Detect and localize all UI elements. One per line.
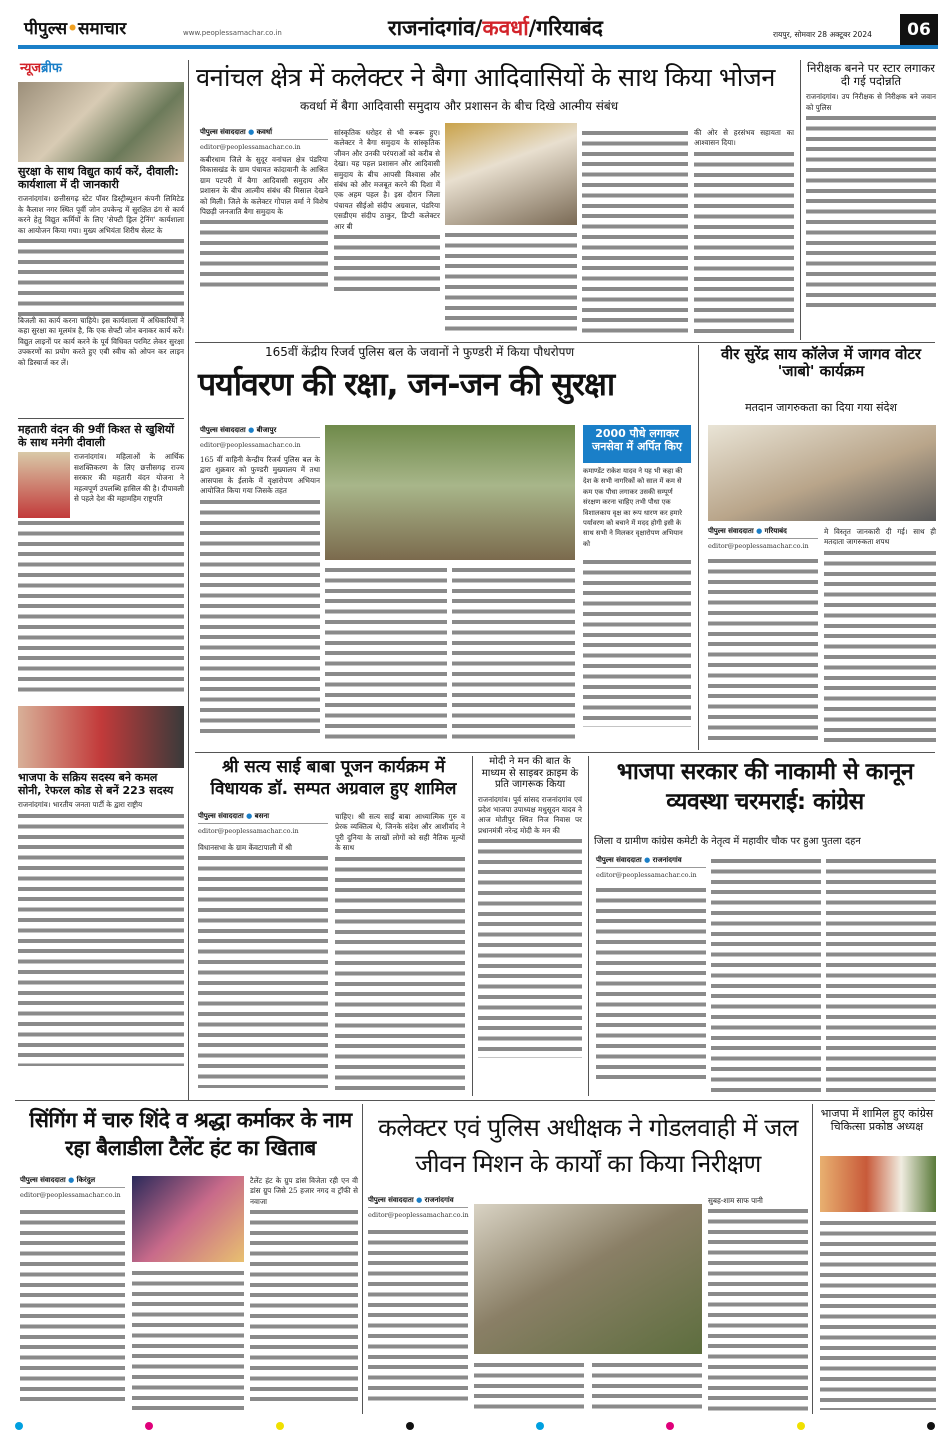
dot-icon: ●: [68, 1176, 75, 1184]
college-headline: वीर सुरेंद्र साय कॉलेज में जागव वोटर 'जाबो' कार्यक्रम: [720, 345, 922, 381]
body-text-end: बिजली का कार्य करना चाहिये। इस कार्यशाला में अधिकारियों ने कहा सुरक्षा का मूलमंत्र है, कि एक सेफ्टी जोन बनाकर कार्य करें। विद्युत लाइनों पर कार्य करने के पूर्व विधिवत परमिट लेकर सुरक्षा उपकरणों का प्रयोग करते हुए एबी स्वीच को ओपन कर लाइन को डिस्चार्ज कर लें।: [18, 315, 184, 367]
logo-text: पीपुल्स: [24, 19, 68, 39]
body-text: [368, 1227, 468, 1405]
body-text-continued: [200, 497, 320, 737]
divider: [18, 418, 184, 419]
dot-icon: ●: [248, 128, 255, 136]
congress-subheadline: जिला व ग्रामीण कांग्रेस कमेटी के नेतृत्व में महावीर चौक पर हुआ पुतला दहन: [594, 836, 861, 847]
body-text-continued: [824, 548, 936, 743]
site-url[interactable]: www.peoplessamachar.co.in: [183, 29, 282, 37]
reporter: पीपुल्स संवाददाता: [200, 426, 246, 434]
headline: सुरक्षा के साथ विद्युत कार्य करें, दीवाली: कार्यशाला में दी जानकारी: [18, 165, 179, 191]
lead-col-3b: [582, 128, 688, 335]
body-text: कमाण्डेंट राकेश यादव ने यह भी कहा की देश के सभी नागरिकों को साल में कम से कम एक पौधा लगाकर उसकी सम्पूर्ण संरक्षण करना चाहिए तभी पौधा एक विशालकाय वृक्ष का रूप धारण कर हमारे पर्यावरण को बचाने में मदद होगी इसी के साथ सभी ने मिलकर वृक्षारोपण अभियान को: [583, 467, 683, 548]
headline: निरीक्षक बनने पर स्टार लगाकर दी गई पदोन्नति: [806, 61, 936, 89]
jal-col-3: [592, 1360, 702, 1412]
crpf-col-3: [452, 565, 575, 745]
crpf-byline: [200, 426, 320, 737]
body-text: राजनांदगांव। छत्तीसगढ़ स्टेट पॉवर डिस्ट्रीब्यूशन कंपनी लिमिटेड के कैलाश नगर स्थित पूर्वी जोन उपकेन्द्र में सुरक्षित ढंग से कार्य करने हेतु विद्युत कर्मियों के लिए 'सेफ्टी ड्रिल ट्रेनिंग' कार्यशाला का आयोजन किया गया। मुख्य अभियंता शिरीष सेलट के: [18, 194, 184, 235]
reporter: पीपुल्स संवाददाता: [200, 128, 246, 136]
edition-part: /गरियाबंद: [528, 16, 603, 40]
body-text-continued: [478, 836, 582, 1058]
headline: भाजपा के सक्रिय सदस्य बने कमल सोनी, रेफरल कोड से बनें 223 सदस्य: [18, 771, 174, 797]
edition-part: कवर्धा: [482, 16, 529, 40]
email-link[interactable]: editor@peoplessamachar.co.in: [368, 1211, 469, 1219]
body-text-continued: [200, 217, 328, 289]
divider: [195, 342, 935, 343]
body-text: 165 वीं वाहिनी केन्द्रीय रिजर्व पुलिस बल के द्वारा शुक्रवार को फुण्डरी मुख्यालय में तथा आसपास के ईलाके में वृक्षारोपण अभियान आयोजित किया गया जिसके तहत: [200, 455, 320, 496]
body-text: की ओर से हरसंभव सहायता का आश्वासन दिया।: [694, 128, 794, 148]
inspection-photo: [474, 1204, 702, 1354]
email-link[interactable]: editor@peoplessamachar.co.in: [708, 542, 809, 550]
pin-icon: •: [67, 19, 78, 39]
jal-col-4: [708, 1196, 808, 1411]
body-text: राजनांदगांव। भारतीय जनता पार्टी के द्वारा राष्ट्रीय: [18, 800, 143, 810]
lead-col-4: [694, 128, 794, 335]
congress-col-3: [826, 856, 936, 1094]
column-divider: [362, 1104, 363, 1414]
body-text: विधानसभा के ग्राम केंवटापाली में श्री: [198, 843, 292, 852]
body-text: [20, 1207, 125, 1402]
jal-col-2: [474, 1360, 584, 1412]
divider: [15, 1100, 935, 1101]
body-text: मे विस्तृत जानकारी दी गई। साथ ही मतदाता जागरुकता शपथ: [824, 527, 936, 547]
email-link[interactable]: editor@peoplessamachar.co.in: [200, 441, 301, 449]
news-brief-label: [20, 62, 62, 77]
congress-col-2: [711, 856, 821, 1094]
page-number: 06: [900, 14, 938, 46]
saibaba-col-2: [335, 812, 465, 1094]
masthead: [18, 14, 938, 46]
body-text-continued: [18, 236, 184, 316]
side2-body: [820, 1218, 936, 1410]
body-text: चाहिए। श्री सत्य साईं बाबा आध्यात्मिक गुरु व प्रेरक व्यक्तित्व थे, जिनके संदेश और आशीर्वाद ने पूरी दुनिया के लाखों लोगों को सही नैतिक मूल्यों के साथ: [335, 812, 465, 853]
body-text: राजनांदगांव। पूर्व सांसद राजनांदगांव एवं प्रदेश भाजपा उपाध्यक्ष मधुसूदन यादव ने आज मोतीपुर स्थित निज निवास पर प्रधानमंत्री नरेन्द्र मोदी के मन की: [478, 794, 582, 835]
talent-col-3: [250, 1176, 358, 1407]
issue-date: रायपुर, सोमवार 28 अक्टूबर 2024: [773, 30, 872, 39]
talent-hunt-photo: [132, 1176, 244, 1262]
reporter: पीपुल्स संवाददाता: [198, 812, 244, 820]
dateline: किरंदुल: [76, 1176, 96, 1184]
dot-icon: ●: [248, 426, 255, 434]
body-text: टैलेंट हंट के ग्रुप डांस विजेता रही एन वी डांस ग्रुप जिसे 25 हजार नगद व ट्रॉफी से नवाजा: [250, 1176, 358, 1206]
body-text-continued: [694, 149, 794, 335]
dateline: कवर्धा: [256, 128, 273, 136]
column-divider: [800, 60, 801, 340]
logo-text: समाचार: [77, 19, 127, 39]
reporter: पीपुल्स संवाददाता: [20, 1176, 66, 1184]
column-divider: [812, 1104, 813, 1414]
body-text-continued: [334, 232, 440, 294]
email-link[interactable]: editor@peoplessamachar.co.in: [596, 871, 697, 879]
column-divider: [698, 345, 699, 750]
crpf-box-body: [583, 466, 691, 727]
email-link[interactable]: editor@peoplessamachar.co.in: [200, 143, 301, 151]
member-photo: [18, 706, 184, 768]
talent-col-2: [132, 1268, 244, 1410]
crpf-kicker: 165वीं केंद्रीय रिजर्व पुलिस बल के जवानों ने फुण्डरी में किया पौधरोपण: [265, 345, 575, 359]
dateline: बसना: [254, 812, 270, 820]
body-text-continued: [335, 854, 465, 1094]
modi-story: [478, 756, 582, 1058]
promotion-story: [806, 62, 936, 313]
body-text: राजनांदगांव। उप निरीक्षक से निरीक्षक बने जवान को पुलिस: [806, 92, 936, 112]
column-divider: [588, 756, 589, 1096]
baiga-meal-photo: [445, 123, 577, 225]
body-text: [708, 556, 818, 741]
body-text-continued: [18, 518, 184, 693]
body-text: सुबह-शाम साफ पानी: [708, 1196, 763, 1205]
college-photo: [708, 425, 936, 521]
brief-story-3: [18, 772, 184, 1066]
body-text-continued: [18, 811, 184, 1066]
side2-headline: भाजपा में शामिल हुए कांग्रेस चिकित्सा प्रकोष्ठ अध्यक्ष: [820, 1107, 934, 1133]
body-text: [596, 885, 706, 1085]
dateline: राजनांदगांव: [652, 856, 682, 864]
college-col-2: [824, 527, 936, 743]
saibaba-headline: श्री सत्य साई बाबा पूजन कार्यक्रम में विधायक डॉ. सम्पत अग्रवाल हुए शामिल: [210, 757, 457, 800]
body-text-continued: [806, 113, 936, 313]
workshop-photo: [18, 82, 184, 162]
body-text: सांस्कृतिक धरोहर से भी रूबरू हुए। कलेक्टर ने बैगा समुदाय के सांस्कृतिक जीवन और उनकी परंपराओं को करीब से देखा। यह पहल प्रशासन और आदिवासी समुदाय के बीच आपसी विश्वास और संबंध को और मजबूत करने की दिशा में एक अहम पहल है। इस दौरान जिला पंचायत सीईओ संदीप अग्रवाल, पंडरिया एसडीएम संदीप ठाकुर, डिप्टी कलेक्टर आर बी: [334, 128, 440, 231]
headline: महतारी वंदन की 9वीं किश्त से खुशियों के साथ मनेगी दीवाली: [18, 423, 175, 449]
portrait-photo: [18, 452, 70, 518]
crpf-headline: पर्यावरण की रक्षा, जन-जन की सुरक्षा: [198, 365, 615, 403]
email-link[interactable]: editor@peoplessamachar.co.in: [20, 1191, 121, 1199]
plantation-photo: [325, 425, 575, 560]
body-text-continued: [708, 1206, 808, 1411]
divider: [195, 752, 935, 753]
headline: मोदी ने मन की बात के माध्यम से साइबर क्राइम के प्रति जागरूक किया: [481, 756, 579, 790]
jal-headline: कलेक्टर एवं पुलिस अधीक्षक ने गोडलवाही में जल जीवन मिशन के कार्यों का किया निरीक्षण: [378, 1113, 798, 1178]
body-text-continued: [250, 1207, 358, 1407]
reporter: पीपुल्स संवाददाता: [368, 1196, 414, 1204]
crpf-col-2: [325, 565, 447, 745]
talent-headline: सिंगिंग में चारु शिंदे व श्रद्धा कर्माकर के नाम रहा बैलाडीला टैलेंट हंट का खिताब: [29, 1108, 352, 1161]
reporter: पीपुल्स संवाददाता: [596, 856, 642, 864]
congress-headline: भाजपा सरकार की नाकामी से कानून व्यवस्था चरमराई: कांग्रेस: [616, 759, 914, 815]
jal-byline: [368, 1196, 468, 1405]
lead-col-3: [445, 230, 577, 335]
brief-story-2: [18, 424, 184, 693]
college-byline: [708, 527, 818, 741]
newspaper-logo: [24, 20, 126, 40]
dot-icon: ●: [416, 1196, 423, 1204]
edition-title: [388, 16, 603, 40]
body-text-continued: [198, 853, 328, 1088]
joining-photo: [820, 1156, 936, 1212]
lead-col-2: [334, 128, 440, 294]
dateline: बीजापुर: [256, 426, 277, 434]
lead-headline: वनांचल क्षेत्र में कलेक्टर ने बैगा आदिवासियों के साथ किया भोजन: [196, 63, 775, 93]
talent-byline: [20, 1176, 125, 1402]
body-text-continued: [583, 557, 691, 727]
lead-byline: [200, 128, 328, 289]
dot-icon: ●: [246, 812, 253, 820]
label-part: न्यूज: [20, 61, 42, 76]
crpf-box-title: 2000 पौधे लगाकर जनसेवा में अर्पित किए: [583, 425, 691, 463]
header-rule: [18, 45, 938, 49]
reporter: पीपुल्स संवाददाता: [708, 527, 754, 535]
congress-byline: [596, 856, 706, 1085]
column-divider: [472, 756, 473, 1096]
brief-story-1: [18, 166, 184, 368]
lead-subheadline: कवर्धा में बैगा आदिवासी समुदाय और प्रशासन के बीच दिखे आत्मीय संबंध: [300, 99, 619, 113]
body-text: कबीरधाम जिले के सुदूर वनांचल क्षेत्र पंडरिया विकासखंड के ग्राम पंचायत कांदावानी के आश्रित ग्राम पटपरी में बैगा आदिवासी समुदाय और प्रशासन के बीच आत्मीय संबंध की मिसाल देखने को मिली। जिले के कलेक्टर गोपाल वर्मा ने विशेष पिछड़ी जनजाति बैगा समुदाय के: [200, 155, 328, 217]
saibaba-byline: [198, 812, 328, 1088]
dateline: राजनांदगांव: [424, 1196, 454, 1204]
college-subheadline: मतदान जागरुकता का दिया गया संदेश: [745, 401, 897, 414]
body-text: राजनांदगांव। महिलाओं के आर्थिक सशक्तिकरण के लिए छत्तीसगढ़ राज्य सरकार की महतारी वंदन योजना ने महत्वपूर्ण उपलब्धि हासिल की है। दीपावली से पहले देश की महामहिम राष्ट्रपति: [74, 452, 184, 503]
label-part: ब्रीफ: [41, 61, 62, 76]
registration-marks: [15, 1422, 935, 1432]
column-divider: [188, 60, 189, 1100]
dot-icon: ●: [644, 856, 651, 864]
dot-icon: ●: [756, 527, 763, 535]
email-link[interactable]: editor@peoplessamachar.co.in: [198, 827, 299, 835]
dateline: गरियाबंद: [764, 527, 787, 535]
edition-part: राजनांदगांव/: [388, 16, 483, 40]
